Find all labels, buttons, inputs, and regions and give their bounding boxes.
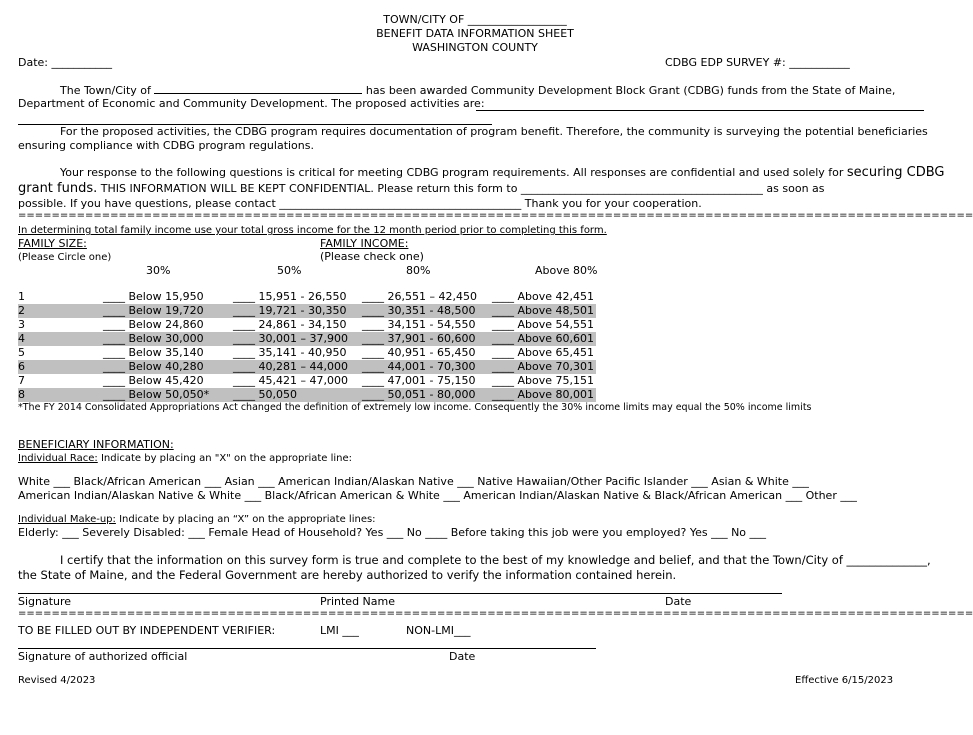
separator-1: ==================================================================================================================	[18, 210, 973, 221]
intro-town-label: The Town/City of	[60, 84, 151, 97]
column-30: 30%	[146, 264, 171, 277]
date-field[interactable]: Date: ___________	[18, 56, 112, 69]
survey-number-field[interactable]: CDBG EDP SURVEY #: ___________	[665, 56, 850, 69]
income-option[interactable]: ____ 37,901 - 60,600	[362, 332, 476, 345]
intro-paragraph-2: For the proposed activities, the CDBG program requires documentation of program benefit. Therefore, the community is surveying the potential beneficiaries	[60, 125, 928, 138]
income-option[interactable]: ____ Below 30,000	[103, 332, 204, 345]
family-size-4[interactable]: 4	[18, 332, 25, 345]
income-option[interactable]: ____ Below 45,420	[103, 374, 204, 387]
income-option[interactable]: ____ 24,861 - 34,150	[233, 318, 347, 331]
race-heading: Individual Race: Indicate by placing an "X" on the appropriate line:	[18, 453, 353, 464]
intro-awarded-text: has been awarded Community Development Block Grant (CDBG) funds from the State of Maine,	[365, 84, 896, 97]
signature-line[interactable]	[18, 593, 782, 594]
family-size-6[interactable]: 6	[18, 360, 25, 373]
income-row	[18, 346, 596, 360]
verifier-label: TO BE FILLED OUT BY INDEPENDENT VERIFIER:	[18, 624, 276, 637]
non-lmi-field[interactable]: NON-LMI___	[406, 624, 471, 637]
intro-paragraph-3-cont: grant funds. THIS INFORMATION WILL BE KEPT CONFIDENTIAL. Please return this form to ____________________________________________ as soon as	[18, 181, 825, 196]
income-option[interactable]: ____ 26,551 – 42,450	[362, 290, 477, 303]
effective-date: Effective 6/15/2023	[795, 675, 894, 686]
income-instruction: In determining total family income use your total gross income for the 12 month period prior to completing this form.	[18, 225, 607, 236]
official-signature-label: Signature of authorized official	[18, 650, 188, 663]
income-option[interactable]: ____ 40,951 - 65,450	[362, 346, 476, 359]
date-label: Date	[665, 595, 692, 608]
header-town-line: TOWN/CITY OF __________________	[383, 13, 567, 26]
contact-line: possible. If you have questions, please contact ____________________________________________ Thank you for your cooperation.	[18, 197, 702, 210]
income-option[interactable]: ____ Above 42,451	[492, 290, 594, 303]
income-option[interactable]: ____ 19,721 - 30,350	[233, 304, 347, 317]
family-size-5[interactable]: 5	[18, 346, 25, 359]
income-option[interactable]: ____ Below 50,050*	[103, 388, 210, 401]
securing-text: securing CDBG	[846, 165, 945, 180]
income-option[interactable]: ____ 15,951 - 26,550	[233, 290, 347, 303]
income-option[interactable]: ____ Below 15,950	[103, 290, 204, 303]
income-row	[18, 374, 596, 388]
intro-paragraph-3: Your response to the following questions is critical for meeting CDBG program requirements. All responses are confidential and used solely for securing CDBG	[60, 165, 945, 180]
separator-2: ==================================================================================================================	[18, 608, 973, 619]
certify-statement: I certify that the information on this survey form is true and complete to the best of my knowledge and belief, and that the Town/City of ______________,	[60, 553, 931, 567]
county-name: WASHINGTON COUNTY	[412, 41, 538, 54]
income-option[interactable]: ____ 40,281 – 44,000	[233, 360, 348, 373]
family-size-2[interactable]: 2	[18, 304, 25, 317]
family-income-label: FAMILY INCOME:	[320, 237, 409, 250]
beneficiary-title: BENEFICIARY INFORMATION:	[18, 438, 174, 451]
income-option[interactable]: ____ Below 24,860	[103, 318, 204, 331]
family-size-label: FAMILY SIZE:	[18, 237, 87, 250]
income-option[interactable]: ____ Above 80,001	[492, 388, 594, 401]
income-row	[18, 332, 596, 346]
income-option[interactable]: ____ Above 70,301	[492, 360, 594, 373]
family-size-note: (Please Circle one)	[18, 252, 112, 263]
income-option[interactable]: ____ Above 75,151	[492, 374, 594, 387]
income-option[interactable]: ____ 30,001 – 37,900	[233, 332, 348, 345]
signature-label: Signature	[18, 595, 72, 608]
income-option[interactable]: ____ 47,001 - 75,150	[362, 374, 476, 387]
income-option[interactable]: ____ Above 65,451	[492, 346, 594, 359]
intro-paragraph-1	[18, 83, 895, 98]
income-row	[18, 290, 596, 304]
intro-department-line: Department of Economic and Community Development. The proposed activities are:	[18, 97, 485, 110]
official-signature-line[interactable]	[18, 648, 596, 649]
income-option[interactable]: ____ 50,051 - 80,000	[362, 388, 476, 401]
column-80: 80%	[406, 264, 431, 277]
return-form-text: THIS INFORMATION WILL BE KEPT CONFIDENTIAL. Please return this form to ____________________________________________ as soon as	[97, 182, 825, 195]
income-option[interactable]: ____ Above 54,551	[492, 318, 594, 331]
income-option[interactable]: ____ 30,351 - 48,500	[362, 304, 476, 317]
lmi-field[interactable]: LMI ___	[320, 624, 359, 637]
printed-name-label: Printed Name	[320, 595, 396, 608]
family-size-3[interactable]: 3	[18, 318, 25, 331]
income-option[interactable]: ____ 44,001 - 70,300	[362, 360, 476, 373]
income-row	[18, 318, 596, 332]
official-date-label: Date	[449, 650, 476, 663]
income-option[interactable]: ____ Below 35,140	[103, 346, 204, 359]
income-option[interactable]: ____ 50,050	[233, 388, 297, 401]
revised-date: Revised 4/2023	[18, 675, 96, 686]
income-footnote: *The FY 2014 Consolidated Appropriations Act changed the definition of extremely low income. Consequently the 30% income limits may equal the 50% income limits	[18, 402, 812, 413]
income-option[interactable]: ____ Above 48,501	[492, 304, 594, 317]
family-income-note: (Please check one)	[320, 250, 424, 263]
certify-statement-cont: the State of Maine, and the Federal Government are hereby authorized to verify the information contained herein.	[18, 568, 677, 582]
family-size-7[interactable]: 7	[18, 374, 25, 387]
income-option[interactable]: ____ Below 40,280	[103, 360, 204, 373]
column-above-80: Above 80%	[535, 264, 598, 277]
town-name-blank[interactable]	[154, 83, 362, 94]
income-row	[18, 360, 596, 374]
income-row	[18, 304, 596, 318]
makeup-heading: Individual Make-up: Indicate by placing an “X” on the appropriate lines:	[18, 514, 376, 525]
makeup-options[interactable]: Elderly: ___ Severely Disabled: ___ Female Head of Household? Yes ___ No ____ Before taking this job were you employed? Yes ___ No ___	[18, 526, 767, 539]
race-options-line-1[interactable]: White ___ Black/African American ___ Asian ___ American Indian/Alaskan Native ___ Native Hawaiian/Other Pacific Islander ___ Asian & White ___	[18, 475, 809, 488]
income-option[interactable]: ____ 35,141 - 40,950	[233, 346, 347, 359]
intro-paragraph-2-cont: ensuring compliance with CDBG program regulations.	[18, 139, 314, 152]
income-option[interactable]: ____ Above 60,601	[492, 332, 594, 345]
race-options-line-2[interactable]: American Indian/Alaskan Native & White ___ Black/African American & White ___ American Indian/Alaskan Native & Black/African American ___ Other ___	[18, 489, 857, 502]
income-option[interactable]: ____ Below 19,720	[103, 304, 204, 317]
income-row	[18, 388, 596, 402]
activities-blank-1[interactable]	[476, 110, 924, 111]
form-title: BENEFIT DATA INFORMATION SHEET	[376, 27, 574, 40]
family-size-8[interactable]: 8	[18, 388, 25, 401]
column-50: 50%	[277, 264, 302, 277]
family-size-1[interactable]: 1	[18, 290, 25, 303]
income-option[interactable]: ____ 34,151 - 54,550	[362, 318, 476, 331]
income-option[interactable]: ____ 45,421 – 47,000	[233, 374, 348, 387]
